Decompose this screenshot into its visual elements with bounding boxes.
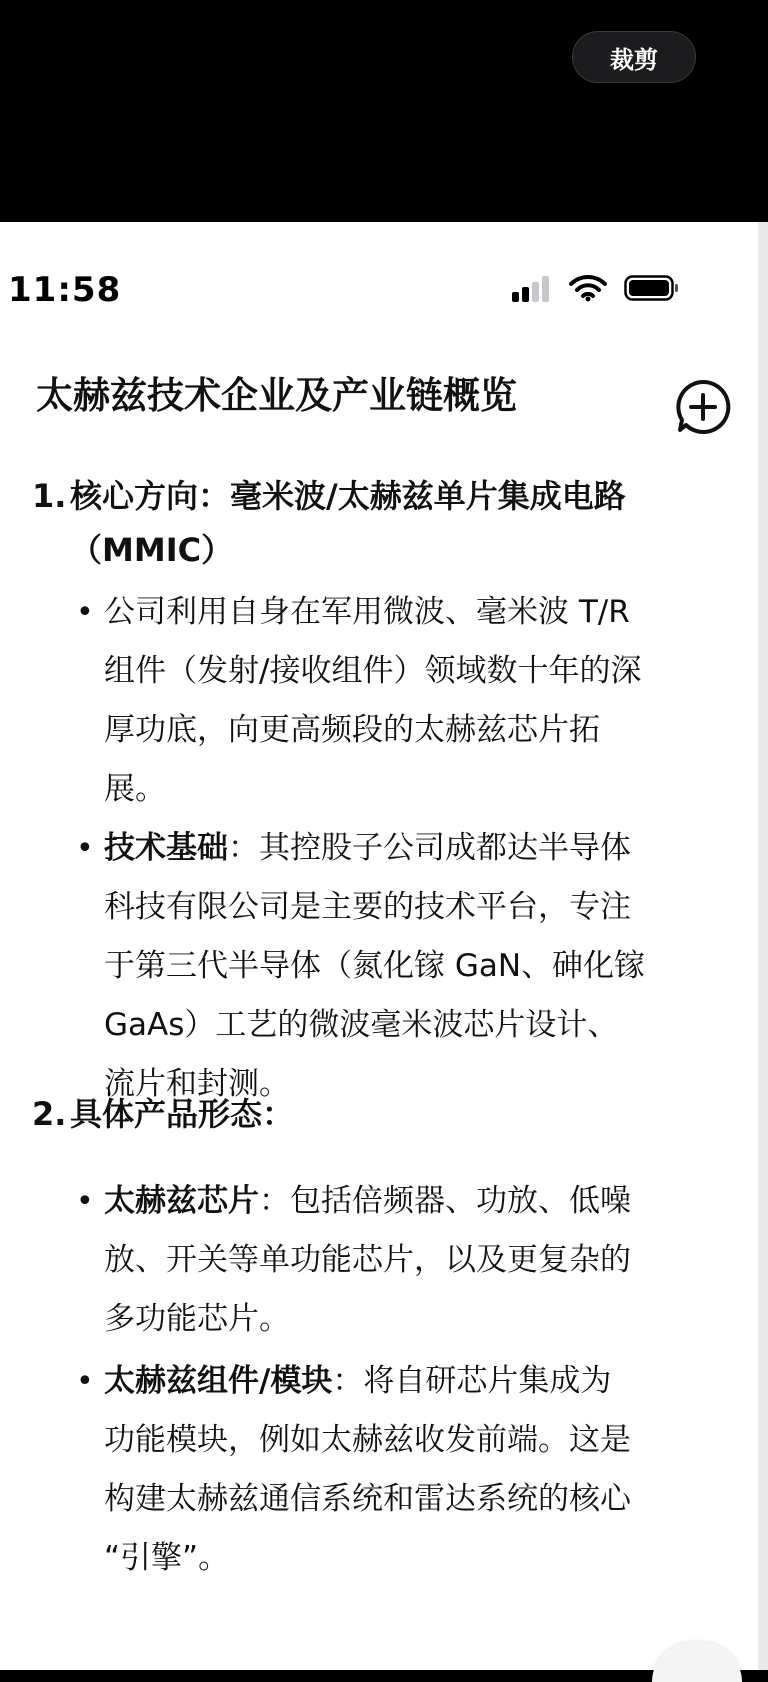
phone-screen	[0, 222, 758, 1670]
status-time: 11:58	[8, 270, 122, 310]
new-chat-icon[interactable]	[674, 378, 732, 436]
wifi-icon	[568, 274, 608, 302]
battery-icon	[624, 274, 680, 302]
bullet-icon: •	[76, 1184, 94, 1219]
status-icons	[512, 274, 682, 304]
page-title: 太赫兹技术企业及产业链概览	[36, 374, 517, 417]
section-heading-1: 1. 核心方向：毫米波/太赫兹单片集成电路 （MMIC）	[32, 477, 626, 569]
bullet-icon: •	[76, 595, 94, 630]
signal-icon	[512, 274, 556, 302]
list-item: • 技术基础：其控股子公司成都达半导体 科技有限公司是主要的技术平台，专注 于第三代半导体（氮化镓 GaN、砷化镓 GaAs）工艺的微波毫米波芯片设计、 流片和封测。	[76, 819, 726, 1114]
bullet-icon: •	[76, 1364, 94, 1399]
bullet-icon: •	[76, 831, 94, 866]
scroll-to-bottom-button[interactable]	[652, 1642, 742, 1682]
list-item: • 太赫兹芯片：包括倍频器、功放、低噪 放、开关等单功能芯片，以及更复杂的 多功能芯片。	[76, 1172, 726, 1349]
crop-button[interactable]: 裁剪	[572, 31, 696, 83]
list-item: • 公司利用自身在军用微波、毫米波 T/R 组件（发射/接收组件）领域数十年的深 厚功底，向更高频段的太赫兹芯片拓 展。	[76, 583, 726, 819]
screen-edge	[758, 222, 768, 1670]
section-heading-2: 2. 具体产品形态：	[32, 1095, 295, 1133]
list-item: • 太赫兹组件/模块：将自研芯片集成为 功能模块，例如太赫兹收发前端。这是 构建太赫兹通信系统和雷达系统的核心 “引擎”。	[76, 1352, 726, 1588]
